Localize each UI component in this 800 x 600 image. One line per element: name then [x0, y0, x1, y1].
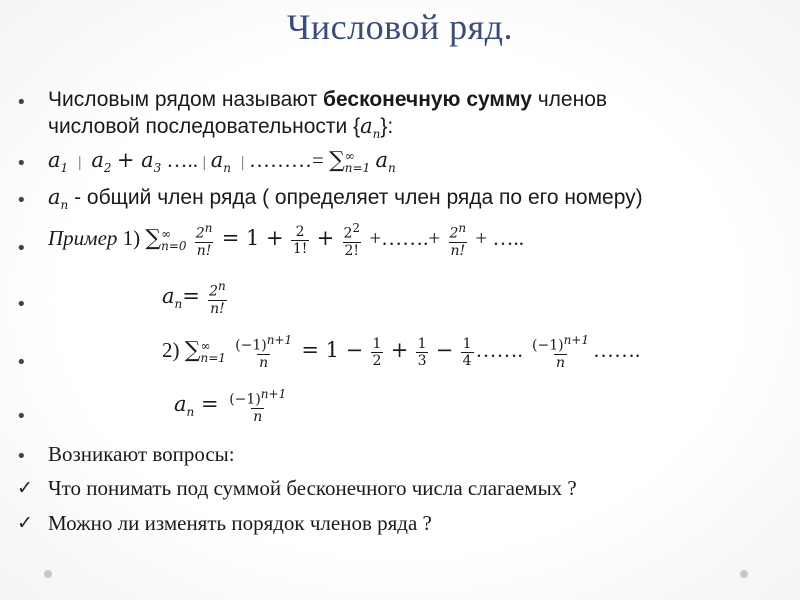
- definition-text-end: членов: [531, 88, 608, 111]
- sum-lower: n=1: [344, 161, 371, 176]
- term-a3: $a_3$: [141, 148, 162, 176]
- sum-upper: ∞: [161, 226, 172, 241]
- example-index: 2): [162, 338, 180, 363]
- term-an: $a_n$: [48, 185, 69, 213]
- example-index: 1): [117, 226, 141, 251]
- equals-one: = 1 +: [221, 226, 284, 251]
- bullet-icon: •: [16, 294, 27, 315]
- separator-bar: |: [202, 155, 207, 171]
- questions-intro: Возникают вопросы:: [48, 442, 235, 466]
- example-label: Пример: [48, 226, 118, 251]
- separator-bar: |: [77, 155, 83, 171]
- fraction: $\frac{2}{1!}$: [292, 223, 308, 257]
- ellipsis-plus: +…….+: [369, 226, 441, 251]
- bullet-icon: •: [16, 190, 27, 211]
- definition-line-1: [48, 88, 607, 112]
- bullet-icon: •: [16, 406, 27, 427]
- sum-symbol: ∑: [145, 226, 162, 252]
- term-an: $a_n$: [210, 148, 231, 176]
- fraction: $\frac{(-1)^{n+1}}{n}$: [229, 387, 287, 425]
- term-an: $a_n$: [162, 284, 183, 312]
- sum-lower: n=1: [200, 351, 226, 366]
- check-icon: ✓: [17, 512, 33, 534]
- ellipsis: …….: [475, 338, 523, 363]
- fraction: $\frac{1}{3}$: [417, 335, 427, 369]
- fraction: $\frac{1}{2}$: [372, 335, 382, 369]
- bullet-icon: •: [16, 92, 27, 113]
- general-term-text: - общий член ряда ( определяет член ряда по его номеру): [68, 186, 643, 209]
- numerator-base: (−1): [235, 337, 267, 354]
- numerator-exponent: n+1: [563, 333, 589, 347]
- sum-symbol: ∑: [184, 338, 201, 364]
- fraction: $\frac{2^2}{2!}$: [343, 221, 361, 259]
- definition-text-2: числовой последовательности {: [48, 115, 361, 138]
- decorative-dot: [44, 570, 52, 578]
- numerator-exponent: n+1: [266, 333, 293, 347]
- bullet-icon: •: [16, 352, 27, 373]
- term-a1: $a_1$: [48, 148, 69, 176]
- numerator-base: (−1): [229, 391, 261, 408]
- sum-upper: ∞: [200, 338, 211, 353]
- fraction: $\frac{2^n}{n!}$: [209, 279, 226, 317]
- bullet-icon: •: [16, 153, 27, 174]
- question-1: Что понимать под суммой бесконечного числа слагаемых ?: [48, 476, 577, 500]
- ellipsis: …….: [593, 338, 641, 363]
- plus-sign: +: [316, 226, 335, 251]
- sum-limits: [345, 150, 370, 175]
- definition-text: Числовым рядом называют: [48, 88, 324, 111]
- question-2: Можно ли изменять порядок членов ряда ?: [48, 511, 432, 535]
- ellipsis-equals: ………=: [248, 148, 324, 172]
- plus-sign: +: [116, 148, 142, 172]
- bullet-icon: •: [16, 238, 27, 259]
- example-2-line: [162, 334, 640, 371]
- numerator-exponent: n+1: [260, 387, 287, 401]
- check-icon: ✓: [17, 477, 33, 499]
- sum-upper: ∞: [344, 148, 355, 163]
- fraction: $\frac{2^n}{n!}$: [195, 221, 213, 259]
- decorative-dot: [740, 570, 748, 578]
- plus-sign: +: [390, 338, 409, 363]
- equals-sign: =: [182, 284, 200, 309]
- term-an: $a_n$: [375, 148, 396, 176]
- ellipsis: …..: [166, 148, 199, 172]
- term-a2: $a_2$: [91, 148, 112, 176]
- term-an: $a_n$: [174, 392, 195, 420]
- example-2-general-term: [174, 388, 290, 425]
- equals-one-minus: = 1 −: [301, 338, 364, 363]
- minus-sign: −: [435, 338, 454, 363]
- example-1-line: [48, 222, 524, 259]
- fraction: $\frac{1}{4}$: [462, 335, 472, 369]
- sequence-symbol: $a_n$: [360, 114, 381, 142]
- sum-limits: [200, 340, 225, 365]
- separator-bar: |: [240, 155, 245, 171]
- fraction: $\frac{(-1)^{n+1}}{n}$: [532, 333, 589, 371]
- fraction: $\frac{2^n}{n!}$: [449, 221, 467, 259]
- ellipsis-tail: + …..: [475, 226, 524, 251]
- sum-limits: [161, 228, 186, 253]
- numerator-base: (−1): [532, 337, 564, 354]
- closing-brace: }:: [380, 115, 394, 138]
- equals-sign: =: [194, 392, 226, 417]
- sum-symbol: ∑: [329, 148, 345, 173]
- definition-bold-text: бесконечную сумму: [323, 88, 532, 111]
- fraction: $\frac{(-1)^{n+1}}{n}$: [235, 333, 293, 371]
- bullet-icon: •: [16, 446, 27, 467]
- example-1-general-term: [162, 280, 230, 317]
- series-sum-line: [48, 148, 396, 175]
- sum-lower: n=0: [161, 239, 187, 254]
- slide-title: Числовой ряд.: [287, 7, 513, 47]
- general-term-line: [48, 185, 643, 212]
- definition-line-2: [48, 114, 393, 141]
